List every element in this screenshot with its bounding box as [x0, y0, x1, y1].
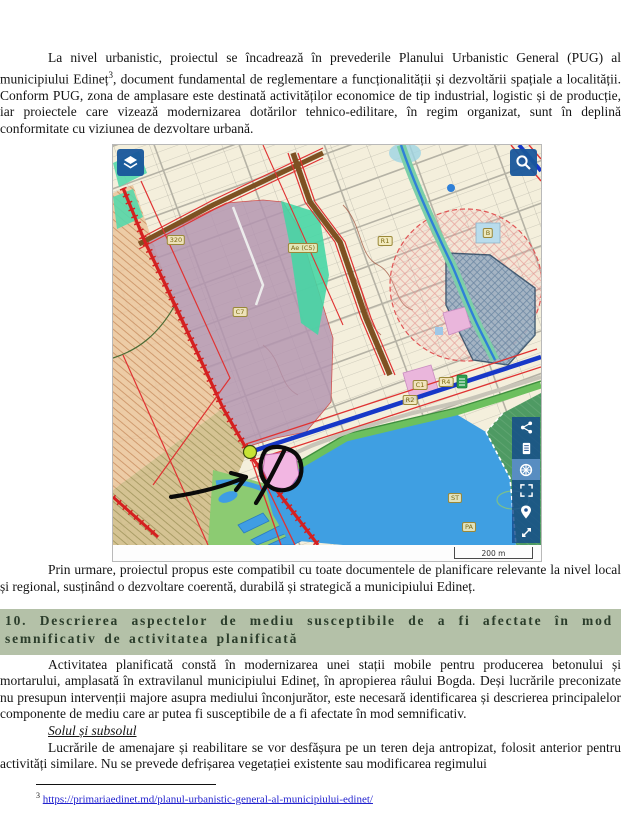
- zone-label: R2: [403, 395, 418, 405]
- document-icon: [520, 442, 533, 455]
- zone-label: PA: [462, 522, 476, 532]
- map-figure: [112, 144, 542, 562]
- compass-button[interactable]: [512, 459, 540, 480]
- search-button[interactable]: [510, 149, 537, 176]
- zone-label: C7: [233, 307, 248, 317]
- paragraph-text: La nivel urbanistic, proiectul se încadrează în prevederile Planului Urbanistic General (PUG) al municipiului Edineț: [0, 50, 621, 87]
- zone-label: 320: [167, 235, 185, 245]
- footnote-separator: [36, 784, 216, 785]
- search-icon: [515, 154, 532, 171]
- zone-label: Ae (C5): [288, 243, 318, 253]
- zone-label: ST: [448, 493, 462, 503]
- location-button[interactable]: [512, 501, 540, 522]
- paragraph-soil: Lucrările de amenajare și reabilitare se vor desfășura pe un teren deja antropizat, folosit anterior pentru activități similare. Nu se prevede defrișarea vegetației existente sau modificarea regimului: [0, 739, 621, 772]
- zone-label: C1: [413, 380, 428, 390]
- share-button[interactable]: [512, 417, 540, 438]
- paragraph-urbanistic: [0, 0, 621, 137]
- footnote-link[interactable]: https://primariaedinet.md/planul-urbanistic-general-al-municipiului-edinet/: [42, 793, 373, 806]
- green-marker-icon: [457, 375, 467, 388]
- site-point: [244, 446, 257, 459]
- expand-icon: [520, 484, 533, 497]
- footnote: [36, 789, 586, 807]
- paragraph-conclusion: Prin urmare, proiectul propus este compatibil cu toate documentele de planificare relevante la nivel local și regional, susținând o dezvoltare coerentă, durabilă și strategică a municipiului Edineț.: [0, 562, 621, 595]
- zone-label: B: [483, 228, 493, 238]
- section-heading-10: 10. Descrierea aspectelor de mediu susceptibile de a fi afectate în mod semnificativ de activitatea planificată: [0, 609, 621, 655]
- zone-lightblue: [476, 223, 500, 243]
- zone-label: R4: [439, 377, 454, 387]
- zone-blue-small: [435, 327, 443, 335]
- paragraph-activity: Activitatea planificată constă în modernizarea unei stații mobile pentru producerea betonului și mortarului, amplasată în extravilanul municipiului Edineț, în apropierea râului Bogda. Deși lucrările preconizate nu presupun intervenții majore asupra mediului înconjurător, este necesară identificarea și descrierea principalelor componente de mediu care ar putea fi susceptibile de a fi afectate în mod semnificativ.: [0, 656, 621, 722]
- layers-button[interactable]: [117, 149, 144, 176]
- map-image: [113, 145, 541, 545]
- location-pin-icon: [520, 505, 532, 519]
- layers-icon: [122, 154, 139, 171]
- document-button[interactable]: [512, 438, 540, 459]
- subheading-soil: Solul și subsolul: [48, 723, 137, 739]
- map-toolbar: [512, 417, 540, 543]
- map-scale-bar: [454, 547, 533, 559]
- compass-icon: [519, 463, 533, 477]
- zone-label: R1: [378, 236, 393, 246]
- footnote-reference[interactable]: 3: [108, 69, 114, 80]
- resize-icon: [520, 526, 533, 539]
- paragraph-text: , document fundamental de reglementare a funcționalității și dezvoltării spațiale a localității. Conform PUG, zona de amplasare este destinată activităților economice de tip industrial, logistic și de producție, iar proiectele care vizează modernizarea dotărilor tehnico-edilitare, în regim organizat, sunt în deplină conformitate cu viziunea de dezvoltare urbană.: [0, 71, 621, 136]
- scale-label: 200 m: [481, 549, 506, 559]
- fullscreen-button[interactable]: [512, 522, 540, 543]
- footnote-marker: 3: [36, 790, 40, 800]
- map-footer-strip: [113, 546, 541, 561]
- share-icon: [520, 421, 533, 434]
- expand-button[interactable]: [512, 480, 540, 501]
